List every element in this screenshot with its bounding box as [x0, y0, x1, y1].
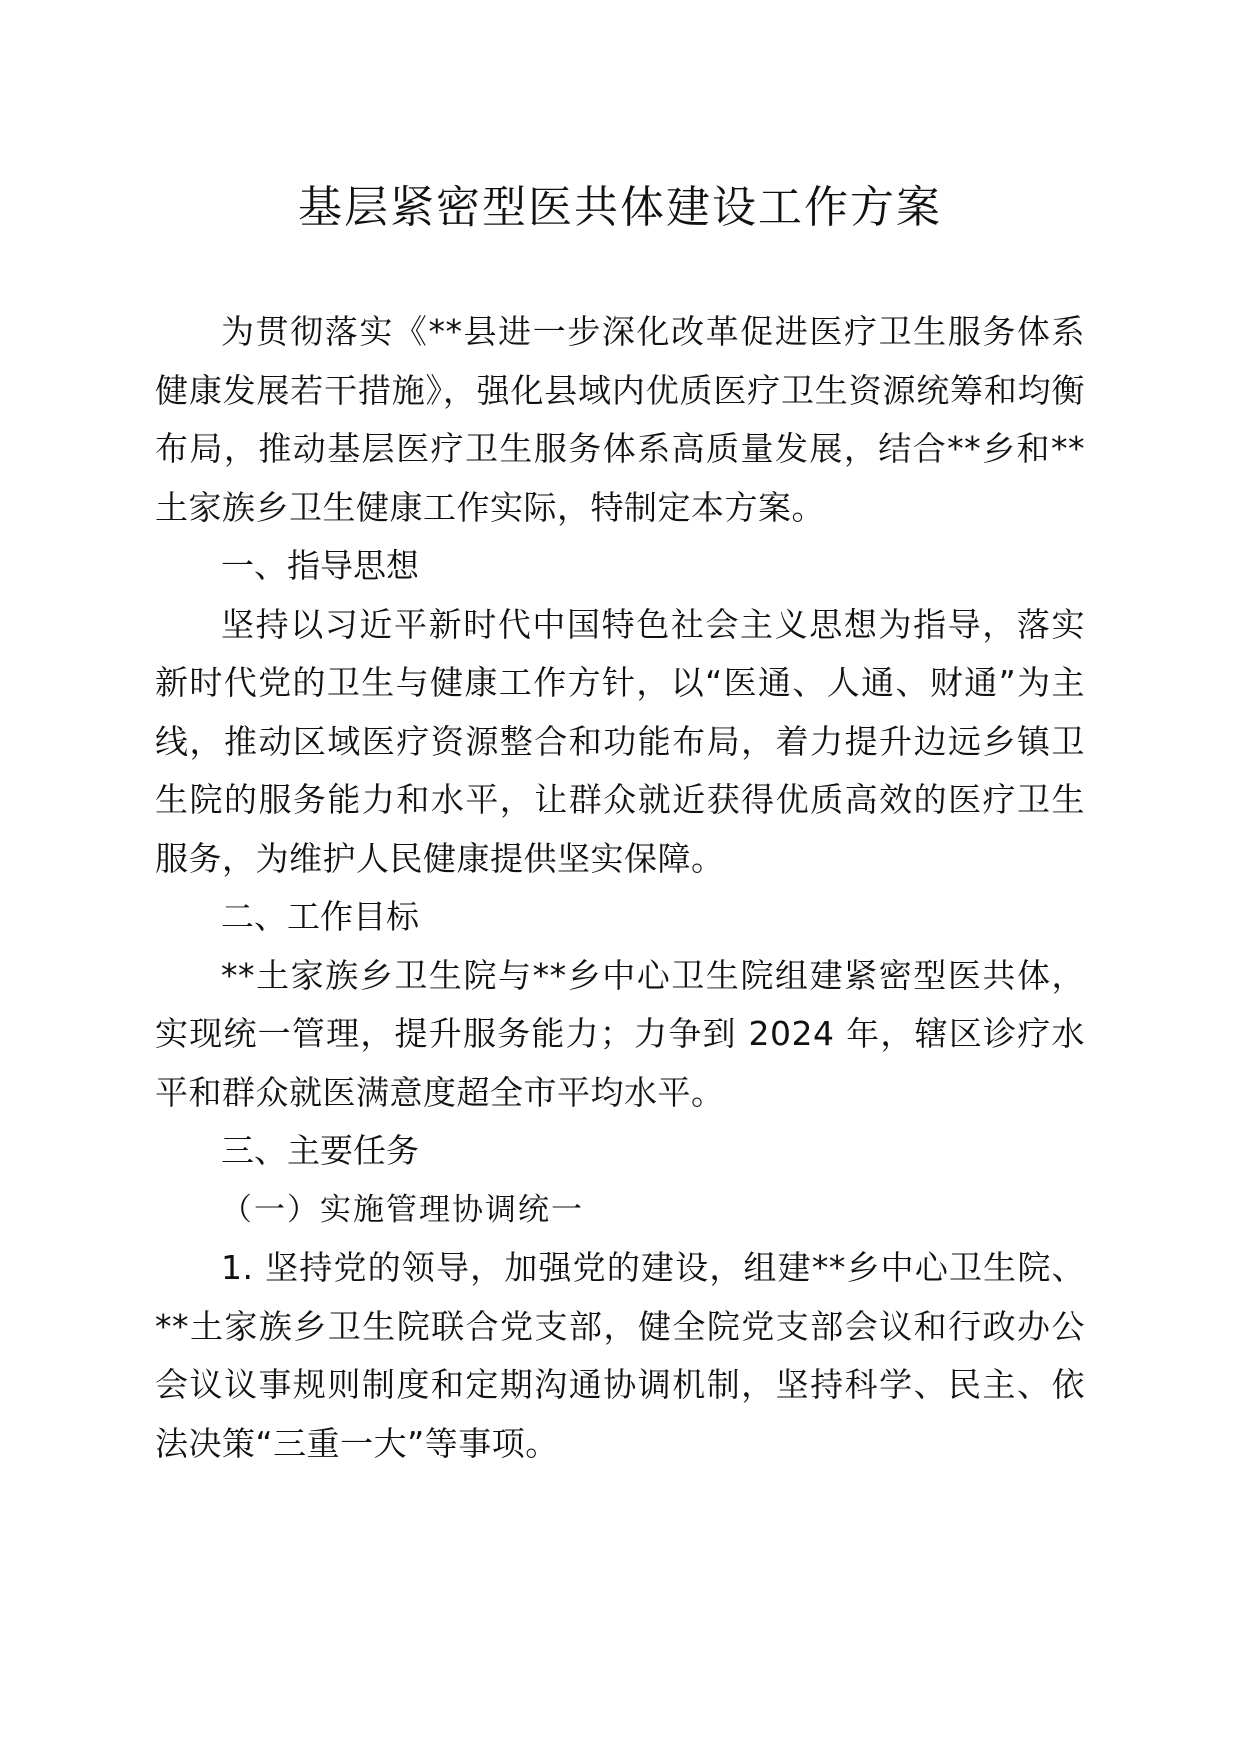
subsection-heading-management: （一）实施管理协调统一	[221, 1191, 584, 1228]
guiding-ideology-paragraph: 坚持以习近平新时代中国特色社会主义思想为指导，落实新时代党的卫生与健康工作方针，以“医通、人通、财通”为主线，推动区域医疗资源整合和功能布局，着力提升边远乡镇卫生院的服务能力和水平，让群众就近获得优质高效的医疗卫生服务，为维护人民健康提供坚实保障。	[155, 604, 1085, 878]
section-heading-work-goals: 二、工作目标	[221, 897, 419, 936]
work-goals-paragraph: **土家族乡卫生院与**乡中心卫生院组建紧密型医共体，实现统一管理，提升服务能力；力争到 2024 年，辖区诊疗水平和群众就医满意度超全市平均水平。	[155, 955, 1085, 1112]
section-heading-main-tasks: 三、主要任务	[221, 1131, 419, 1170]
document-body	[155, 303, 1085, 1473]
document-title: 基层紧密型医共体建设工作方案	[298, 182, 942, 233]
section-heading-guiding-ideology: 一、指导思想	[221, 546, 419, 585]
intro-paragraph: 为贯彻落实《**县进一步深化改革促进医疗卫生服务体系健康发展若干措施》，强化县域内优质医疗卫生资源统筹和均衡布局，推动基层医疗卫生服务体系高质量发展，结合**乡和**土家族乡卫生健康工作实际，特制定本方案。	[155, 312, 1085, 527]
task-item-1-paragraph: 1. 坚持党的领导，加强党的建设，组建**乡中心卫生院、**土家族乡卫生院联合党支部，健全院党支部会议和行政办公会议议事规则制度和定期沟通协调机制，坚持科学、民主、依法决策“三重一大”等事项。	[155, 1248, 1085, 1463]
